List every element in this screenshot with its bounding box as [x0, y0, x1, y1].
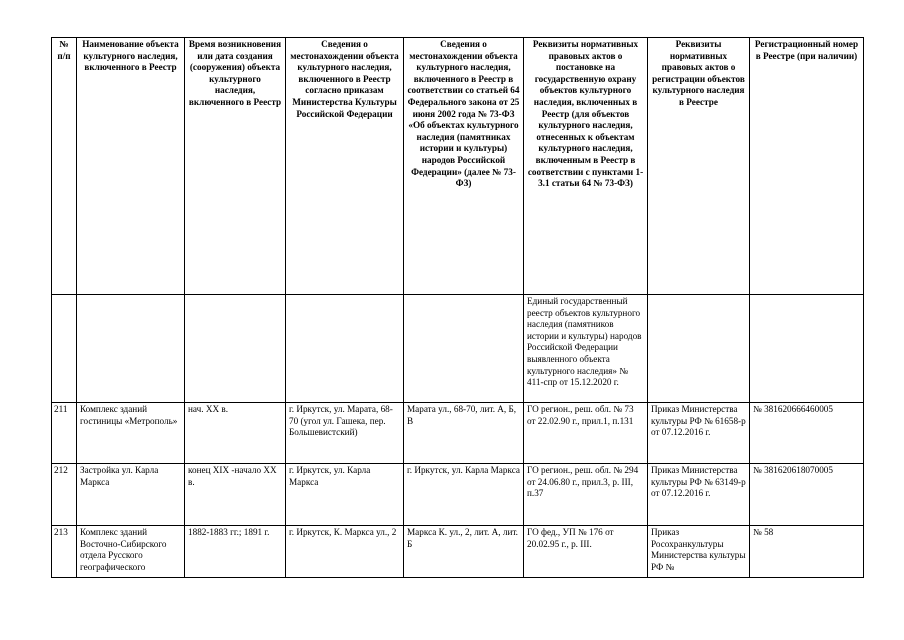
table-cell	[77, 295, 185, 403]
heritage-registry-table	[51, 37, 864, 578]
table-cell: Единый государственный реестр объектов культурного наследия (памятников истории и культуры) народов Российской Федерации выявленного объекта культурного наследия» № 411-спр от 15.12.2020 г.	[524, 295, 648, 403]
table-cell	[648, 295, 750, 403]
row-number: 211	[52, 403, 77, 464]
header-registration-number: Регистрационный номер в Реестре (при наличии)	[750, 38, 864, 295]
creation-date: конец XIX -начало XX в.	[185, 464, 286, 526]
table-cell	[286, 295, 404, 403]
header-registration-acts: Реквизиты нормативных правовых актов о регистрации объектов культурного наследия в Реестре	[648, 38, 750, 295]
registration-number: № 58	[750, 526, 864, 578]
table-cell	[52, 295, 77, 403]
location-ministry: г. Иркутск, К. Маркса ул., 2	[286, 526, 404, 578]
table-row	[52, 295, 864, 403]
object-name: Комплекс зданий гостиницы «Метрополь»	[77, 403, 185, 464]
header-location-ministry: Сведения о местонахождении объекта культурного наследия, включенного в Реестр согласно приказам Министерства Культуры Российской Федерации	[286, 38, 404, 295]
registration-acts: Приказ Министерства культуры РФ № 61658-р от 07.12.2016 г.	[648, 403, 750, 464]
table-row	[52, 526, 864, 578]
location-law: Марата ул., 68-70, лит. А, Б, В	[404, 403, 524, 464]
table-header-row	[52, 38, 864, 295]
object-name: Застройка ул. Карла Маркса	[77, 464, 185, 526]
creation-date: нач. XX в.	[185, 403, 286, 464]
header-location-law: Сведения о местонахождении объекта культурного наследия, включенного в Реестр в соответствии со статьей 64 Федерального закона от 25 июня 2002 года № 73-ФЗ «Об объектах культурного наследия (памятниках истории и культуры) народов Российской Федерации» (далее № 73-ФЗ)	[404, 38, 524, 295]
table-cell	[404, 295, 524, 403]
protection-acts: ГО фед., УП № 176 от 20.02.95 г., р. III.	[524, 526, 648, 578]
location-law: Маркса К. ул., 2, лит. А, лит. Б	[404, 526, 524, 578]
registration-number: № 381620666460005	[750, 403, 864, 464]
header-creation-date: Время возникновения или дата создания (сооружения) объекта культурного наследия, включенного в Реестр	[185, 38, 286, 295]
registration-acts: Приказ Министерства культуры РФ № 63149-р от 07.12.2016 г.	[648, 464, 750, 526]
row-number: 212	[52, 464, 77, 526]
header-protection-acts: Реквизиты нормативных правовых актов о постановке на государственную охрану объектов культурного наследия, включенных в Реестр (для объектов культурного наследия, отнесенных к объектам культурного наследия, включенным в Реестр в соответствии с пунктами 1-3.1 статьи 64 № 73-ФЗ)	[524, 38, 648, 295]
protection-acts: ГО регион., реш. обл. № 73 от 22.02.90 г., прил.1, п.131	[524, 403, 648, 464]
registration-number: № 381620618070005	[750, 464, 864, 526]
protection-acts: ГО регион., реш. обл. № 294 от 24.06.80 г., прил.3, р. III, п.37	[524, 464, 648, 526]
table-row	[52, 464, 864, 526]
header-number: № п/п	[52, 38, 77, 295]
location-ministry: г. Иркутск, ул. Карла Маркса	[286, 464, 404, 526]
table-cell	[185, 295, 286, 403]
table-row	[52, 403, 864, 464]
row-number: 213	[52, 526, 77, 578]
table-cell	[750, 295, 864, 403]
registration-acts: Приказ Росохранкультуры Министерства культуры РФ №	[648, 526, 750, 578]
location-law: г. Иркутск, ул. Карла Маркса	[404, 464, 524, 526]
header-object-name: Наименование объекта культурного наследия, включенного в Реестр	[77, 38, 185, 295]
location-ministry: г. Иркутск, ул. Марата, 68-70 (угол ул. Гашека, пер. Большевистский)	[286, 403, 404, 464]
creation-date: 1882-1883 гг.; 1891 г.	[185, 526, 286, 578]
object-name: Комплекс зданий Восточно-Сибирского отдела Русского географического	[77, 526, 185, 578]
